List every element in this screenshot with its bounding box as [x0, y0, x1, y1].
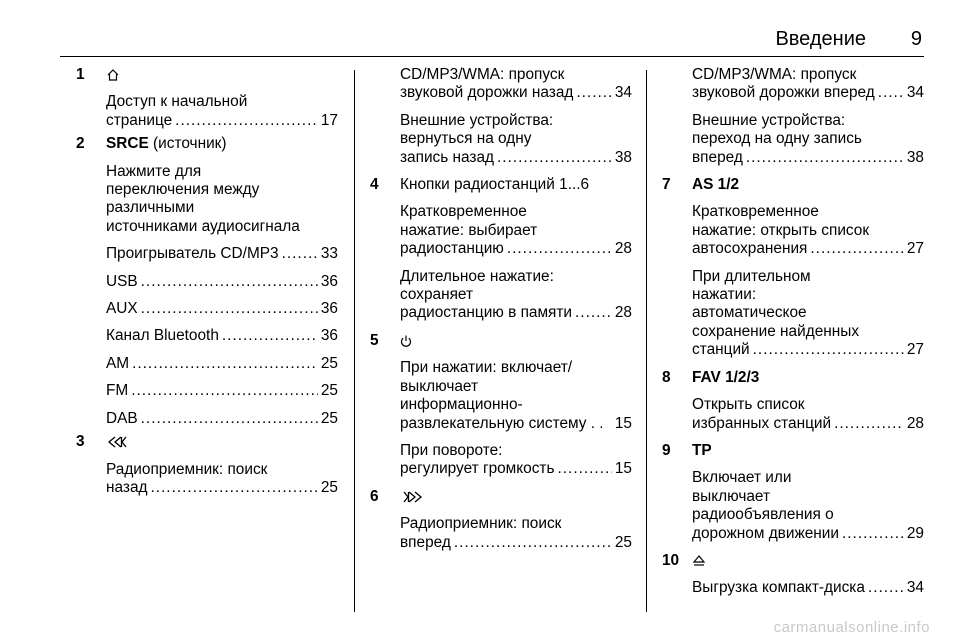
index-entry: Канал Bluetooth ..... 36: [106, 327, 338, 345]
index-entry: регулирует громкость ..... 15: [400, 460, 632, 478]
item-1: [76, 66, 338, 130]
page-reference: 28: [906, 414, 924, 432]
item-description: Включает или выключает радиообъявления о дорожном движении ..... 29: [692, 469, 924, 543]
item-number: 9: [662, 441, 671, 459]
index-entry: AM ..... 25: [106, 355, 338, 373]
item-description: CD/MP3/WMA: пропуск звуковой дорожки назад ..... 34: [400, 66, 632, 103]
page-reference: 27: [906, 240, 924, 258]
column-2: [370, 66, 632, 552]
item-4: [370, 176, 632, 323]
index-entry: станций ..... 27: [692, 341, 924, 359]
item-description: CD/MP3/WMA: пропуск звуковой дорожки вперед ..... 34: [692, 66, 924, 103]
item-title: AS 1/2: [692, 176, 740, 194]
index-entry: вперед ..... 25: [400, 534, 632, 552]
item-title: [106, 66, 338, 84]
eject-icon: [692, 554, 706, 568]
item-number: 1: [76, 66, 85, 83]
item-title: Кнопки радиостанций 1...6: [400, 176, 590, 194]
item-description: Радиоприемник: поиск вперед ..... 25: [400, 515, 632, 552]
index-entry: радиостанцию в памяти ..... 28: [400, 304, 632, 322]
page-header: [60, 28, 924, 57]
page-reference: 34: [614, 84, 632, 102]
column-divider-1: [354, 70, 355, 612]
index-entry: развлекательную систему . . 15: [400, 414, 632, 432]
item-number: 7: [662, 176, 671, 194]
seek-back-icon: [106, 435, 130, 449]
item-description: Кратковременное нажатие: открыть список автосохранения ..... 27: [692, 203, 924, 258]
page-reference: 17: [320, 111, 338, 129]
index-entry: странице ..... 17: [106, 112, 338, 130]
item-title: [106, 433, 338, 451]
item-title: [400, 488, 632, 506]
page-title: Введение: [775, 28, 866, 50]
page-reference: 36: [320, 327, 338, 345]
index-entry: AUX ..... 36: [106, 300, 338, 318]
page-reference: 33: [320, 245, 338, 263]
page-reference: 38: [614, 148, 632, 166]
item-description: Радиоприемник: поиск назад ..... 25: [106, 461, 338, 498]
item-number: 8: [662, 368, 671, 386]
item-number: 10: [662, 551, 680, 569]
item-5: [370, 332, 632, 479]
item-description: При повороте: регулирует громкость ..... 15: [400, 442, 632, 479]
item-title: TP: [692, 441, 712, 459]
item-title: FAV 1/2/3: [692, 368, 760, 386]
page-reference: 36: [320, 272, 338, 290]
item-9: [662, 442, 924, 543]
page-number: 9: [910, 28, 922, 50]
item-description: Внешние устройства: переход на одну запись вперед ..... 38: [692, 112, 924, 167]
item-3: [76, 433, 338, 497]
item-description: Длительное нажатие: сохраняет радиостанцию в памяти ..... 28: [400, 268, 632, 323]
page-reference: 25: [320, 478, 338, 496]
seek-forward-icon: [400, 490, 424, 504]
index-entry: избранных станций ..... 28: [692, 415, 924, 433]
item-7: [662, 176, 924, 360]
index-entry: автосохранения ..... 27: [692, 240, 924, 258]
home-icon: [106, 68, 120, 82]
column-1: [76, 66, 338, 497]
page-reference: 34: [906, 579, 924, 597]
index-entry: Проигрыватель CD/MP3 ..... 33: [106, 245, 338, 263]
item-title: [400, 332, 632, 350]
column-divider-2: [646, 70, 647, 612]
page-reference: 34: [906, 84, 924, 102]
index-entry: звуковой дорожки вперед ..... 34: [692, 84, 924, 102]
index-entry: USB ..... 36: [106, 273, 338, 291]
item-10: [662, 552, 924, 598]
item-number: 3: [76, 433, 85, 451]
item-number: 2: [76, 135, 85, 153]
page-reference: 15: [614, 460, 632, 478]
page-reference: 25: [320, 382, 338, 400]
item-number: 5: [370, 331, 379, 349]
page-reference: 28: [614, 304, 632, 322]
item-title: SRCE (источник): [106, 135, 227, 153]
item-description: Доступ к начальной странице ..... 17: [106, 93, 338, 130]
index-entry: дорожном движении ..... 29: [692, 525, 924, 543]
item-description: Внешние устройства: вернуться на одну запись назад ..... 38: [400, 112, 632, 167]
page-reference: 38: [906, 148, 924, 166]
page-reference: 25: [320, 409, 338, 427]
index-entry: вперед ..... 38: [692, 149, 924, 167]
column-3: [662, 66, 924, 598]
page-reference: 25: [320, 354, 338, 372]
item-description: При длительном нажатии: автоматическое сохранение найденных станций ..... 27: [692, 268, 924, 360]
item-description: Кратковременное нажатие: выбирает радиостанцию ..... 28: [400, 203, 632, 258]
page-reference: 15: [614, 414, 632, 432]
watermark: carmanualsonline.info: [773, 619, 930, 636]
page-reference: 36: [320, 300, 338, 318]
item-title: [692, 552, 924, 570]
item-2: [76, 135, 338, 428]
page-reference: 25: [614, 533, 632, 551]
page-reference: 29: [906, 524, 924, 542]
item-8: [662, 369, 924, 433]
page-reference: 27: [906, 341, 924, 359]
index-entry: радиостанцию ..... 28: [400, 240, 632, 258]
item-description: [692, 579, 924, 597]
index-entry: звуковой дорожки назад ..... 34: [400, 84, 632, 102]
index-entry: назад ..... 25: [106, 479, 338, 497]
index-entry: DAB ..... 25: [106, 410, 338, 428]
power-icon: [400, 334, 412, 348]
item-number: 6: [370, 487, 379, 505]
item-description: Открыть список избранных станций ..... 28: [692, 396, 924, 433]
index-entry: запись назад ..... 38: [400, 149, 632, 167]
item-number: 4: [370, 176, 379, 194]
index-entry: Выгрузка компакт-диска ..... 34: [692, 579, 924, 597]
item-6: [370, 488, 632, 552]
item-description: При нажатии: включает/ выключает информационно- развлекательную систему . . 15: [400, 359, 632, 432]
item-description: Нажмите для переключения между различными источниками аудиосигнала: [106, 162, 300, 235]
index-entry: FM ..... 25: [106, 382, 338, 400]
page-reference: 28: [614, 240, 632, 258]
